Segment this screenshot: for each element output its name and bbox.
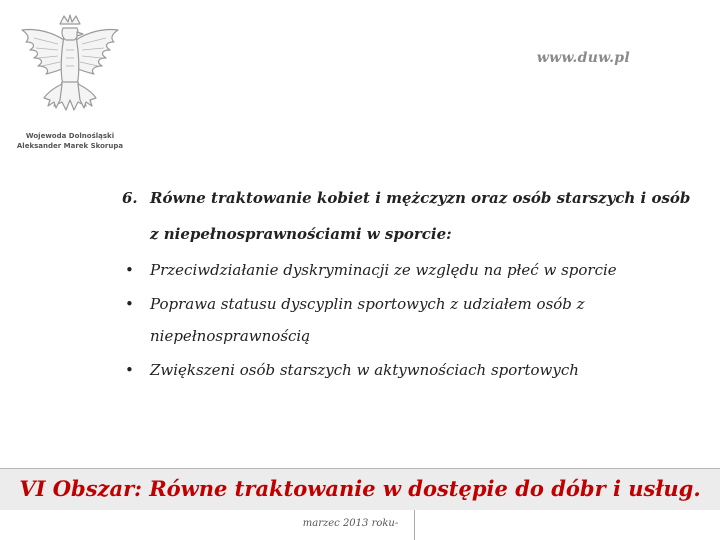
footer-title: VI Obszar: Równe traktowanie w dostępie do dóbr i usług.: [19, 476, 701, 501]
list-item-text: Poprawa statusu dyscyplin sportowych z udziałem osób z niepełnosprawnością: [150, 295, 585, 345]
white-eagle-emblem-icon: [14, 14, 126, 129]
slide-content: [122, 180, 702, 386]
website-link[interactable]: www.duw.pl: [536, 50, 630, 66]
bullet-marker: •: [125, 261, 134, 279]
bullet-marker: •: [125, 361, 134, 379]
section-number: 6.: [122, 189, 138, 207]
list-item-text: Zwiększeni osób starszych w aktywnościach sportowych: [150, 361, 579, 379]
bullet-marker: •: [125, 295, 134, 313]
section-heading: [122, 180, 702, 252]
logo-caption-line-2: Aleksander Marek Skorupa: [16, 142, 124, 150]
section-title: Równe traktowanie kobiet i mężczyzn oraz osób starszych i osób z niepełnosprawnościami w sporcie:: [150, 189, 691, 243]
list-item-text: Przeciwdziałanie dyskryminacji ze względu na płeć w sporcie: [150, 261, 617, 279]
emblem-logo: [14, 14, 126, 154]
list-item: [122, 254, 702, 286]
list-item: [122, 354, 702, 386]
footer-date: marzec 2013 roku-: [287, 510, 415, 540]
logo-caption-line-1: Wojewoda Dolnośląski: [25, 132, 115, 140]
list-item: [122, 288, 702, 352]
